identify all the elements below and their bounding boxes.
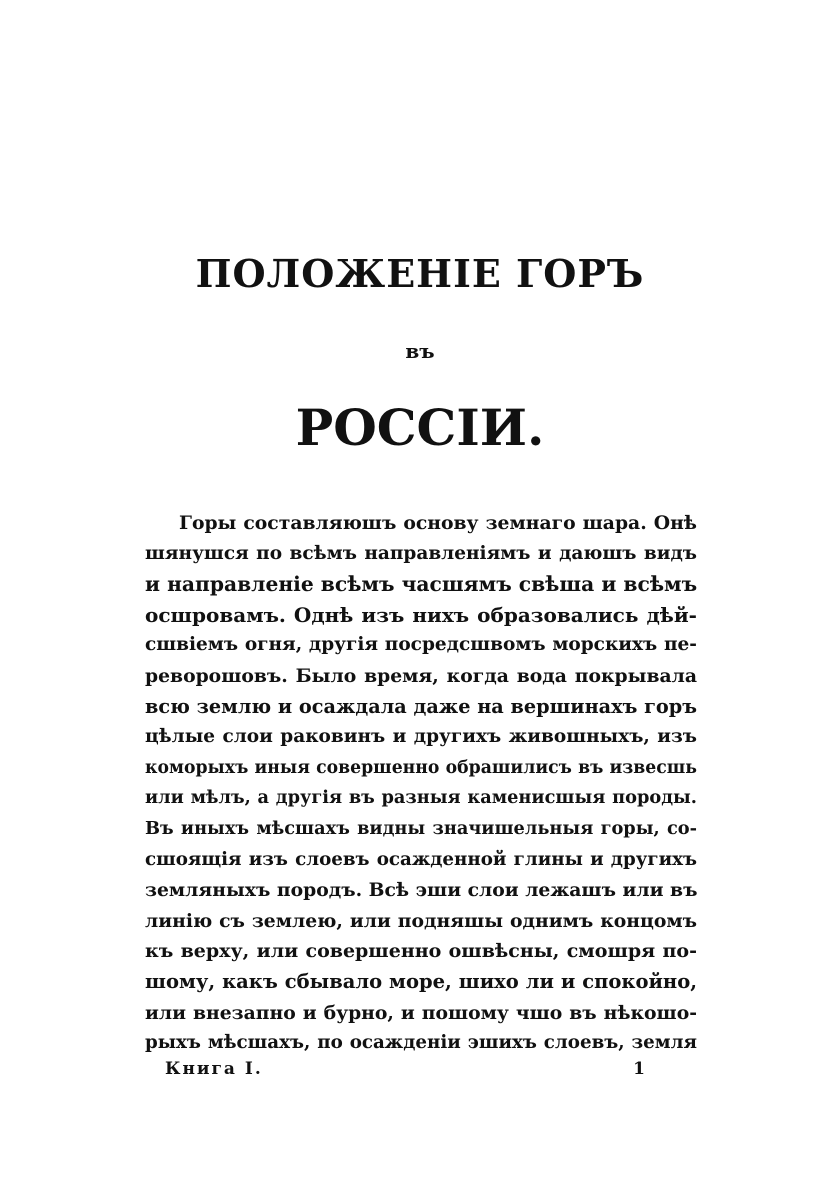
title-country: РОССІИ. [295,398,545,457]
text-line: осшровамъ. Однѣ изъ нихъ образовались дѣй- [145,602,697,627]
text-line: земляныхъ породъ. Всѣ эши слои лежашъ или въ [145,879,697,902]
text-line: или внезапно и бурно, и пошому чшо въ нѣкошо- [145,1001,697,1024]
text-line: къ верху, или совершенно ошвѣсны, смошря по- [145,940,697,963]
text-line: сшоящія изъ слоевъ осажденной глины и другихъ [145,848,697,870]
text-line: сшвіемъ огня, другія посредсшвомъ морскихъ пе- [145,634,697,656]
text-line: цѣлые слои раковинъ и другихъ живошныхъ, изъ [145,726,697,748]
title-preposition: въ [405,339,435,363]
text-line: Горы составляюшъ основу земнаго шара. Онѣ [179,512,697,534]
text-line: рыхъ мѣсшахъ, по осажденіи эшихъ слоевъ, земля [145,1032,697,1054]
text-line: шянушся по всѣмъ направленіямъ и даюшъ видъ [145,542,697,564]
text-line: Въ иныхъ мѣсшахъ видны значишельныя горы, со- [145,817,697,839]
text-line: реворошовъ. Было время, когда вода покрывала [145,664,697,687]
signature-mark: Книга I. [165,1059,263,1079]
page-number: 1 [633,1059,645,1079]
text-line: линію съ землею, или подняшы однимъ концомъ [145,909,697,932]
chapter-title: ПОЛОЖЕНІЕ ГОРЪ [195,251,645,296]
page-footer [165,1056,645,1082]
body-paragraph [145,508,697,1059]
text-line: коморыхъ иныя совершенно обрашилисъ въ извесшь [145,757,697,778]
text-line: шому, какъ сбывало море, шихо ли и спокойно, [145,969,697,993]
text-line: и направленіе всѣмъ часшямъ свѣша и всѣмъ [145,572,697,597]
text-line: всю землю и осаждала даже на вершинахъ горъ [145,694,697,718]
text-line: или мѣлъ, а другія въ разныя каменисшыя породы. [145,787,697,809]
